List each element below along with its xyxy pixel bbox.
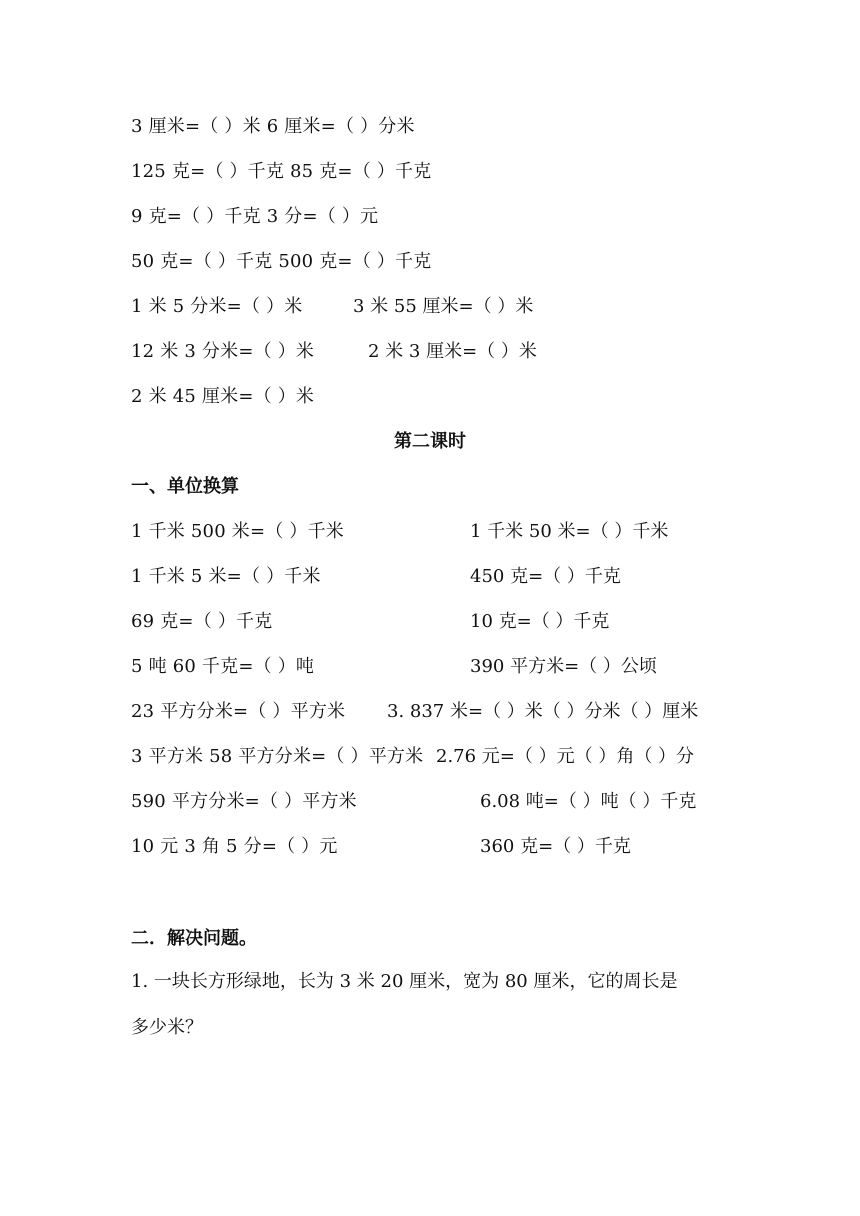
section-heading: 二．解决问题。 [131, 928, 257, 949]
exercise-line: 2.76 元=（ ）元（ ）角（ ）分 [436, 746, 695, 767]
exercise-line: 3 平方米 58 平方分米=（ ）平方米 [131, 746, 424, 767]
exercise-line: 6.08 吨=（ ）吨（ ）千克 [480, 791, 697, 812]
exercise-line: 12 米 3 分米=（ ）米 [131, 341, 315, 362]
exercise-line: 1 千米 500 米=（ ）千米 [131, 521, 344, 542]
exercise-line: 1 千米 5 米=（ ）千米 [131, 566, 321, 587]
lesson-title: 第二课时 [394, 431, 466, 452]
exercise-line: 9 克=（ ）千克 3 分=（ ）元 [131, 206, 379, 227]
exercise-line: 450 克=（ ）千克 [470, 566, 621, 587]
exercise-line: 10 元 3 角 5 分=（ ）元 [131, 836, 338, 857]
exercise-line: 390 平方米=（ ）公顷 [470, 656, 657, 677]
exercise-line: 69 克=（ ）千克 [131, 611, 273, 632]
exercise-line: 3 米 55 厘米=（ ）米 [353, 296, 534, 317]
exercise-line: 3. 837 米=（ ）米（ ）分米（ ）厘米 [387, 701, 699, 722]
exercise-line: 125 克=（ ）千克 85 克=（ ）千克 [131, 161, 432, 182]
exercise-line: 23 平方分米=（ ）平方米 [131, 701, 346, 722]
section-heading: 一、单位换算 [131, 476, 239, 497]
exercise-line: 5 吨 60 千克=（ ）吨 [131, 656, 315, 677]
exercise-line: 2 米 3 厘米=（ ）米 [368, 341, 537, 362]
exercise-line: 590 平方分米=（ ）平方米 [131, 791, 357, 812]
exercise-line: 3 厘米=（ ）米 6 厘米=（ ）分米 [131, 116, 415, 137]
exercise-line: 1 米 5 分米=（ ）米 [131, 296, 303, 317]
exercise-line: 10 克=（ ）千克 [470, 611, 610, 632]
exercise-line: 50 克=（ ）千克 500 克=（ ）千克 [131, 251, 432, 272]
exercise-line: 360 克=（ ）千克 [480, 836, 631, 857]
problem-text: 多少米？ [131, 1017, 203, 1038]
problem-text: 1. 一块长方形绿地，长为 3 米 20 厘米，宽为 80 厘米，它的周长是 [131, 971, 678, 992]
exercise-line: 2 米 45 厘米=（ ）米 [131, 386, 315, 407]
exercise-line: 1 千米 50 米=（ ）千米 [470, 521, 669, 542]
